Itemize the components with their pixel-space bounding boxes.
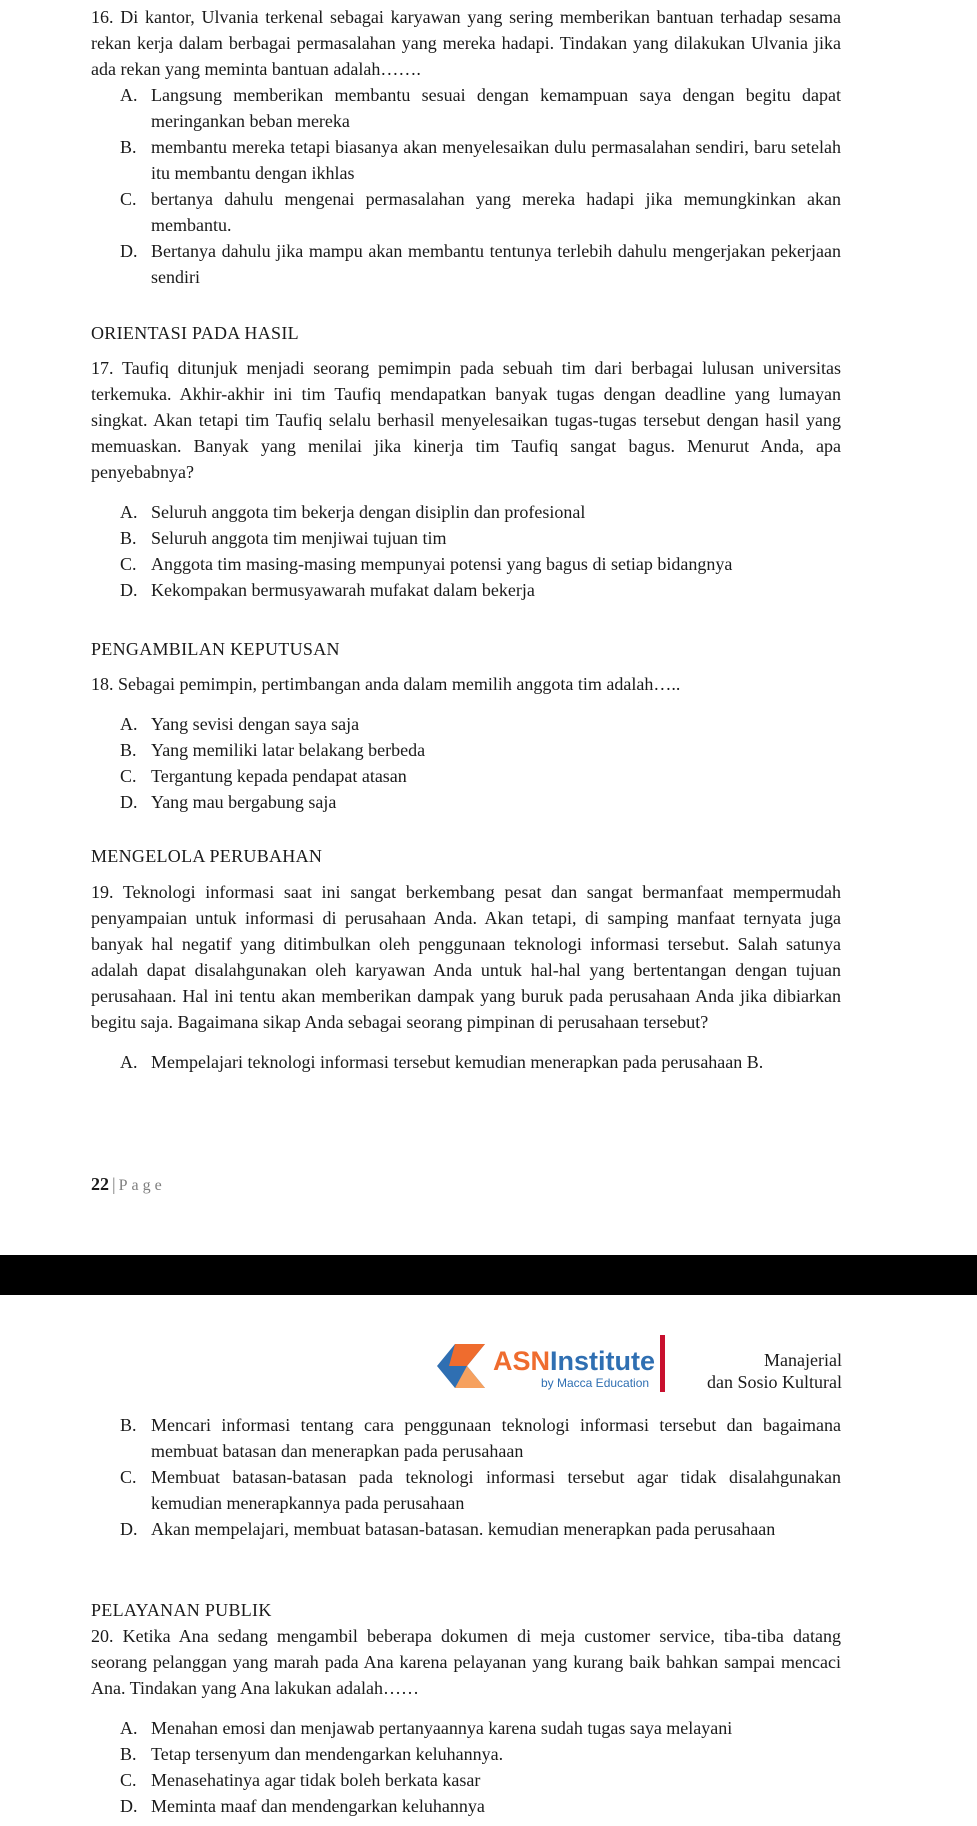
header-title: [707, 1349, 842, 1393]
option-18-d[interactable]: D. Yang mau bergabung saja: [120, 792, 337, 812]
logo-wordmark: ASNInstitute: [493, 1346, 656, 1376]
question-16: [91, 4, 841, 290]
question-19-text: 19. Teknologi informasi saat ini sangat berkembang pesat dan sangat bermanfaat mempermudah penyampaian untuk informasi di perusahaan Anda. Akan tetapi, di samping manfaat ternyata juga banyak hal negatif yang ditimbulkan oleh penggunaan teknologi informasi tersebut. Salah satunya adalah dapat disalahgunakan oleh karyawan Anda untuk hal-hal yang bertentangan dengan tujuan perusahaan. Hal ini tentu akan memberikan dampak yang buruk pada perusahaan Anda jika dibiarkan begitu saja. Bagaimana sikap Anda sebagai seorang pimpinan di perusahaan tersebut?: [91, 882, 841, 1032]
option-16-b[interactable]: B. membantu mereka tetapi biasanya akan menyelesaikan dulu permasalahan sendiri, baru setelah itu membantu dengan ikhlas: [120, 137, 841, 183]
question-20-text: 20. Ketika Ana sedang mengambil beberapa dokumen di meja customer service, tiba-tiba datang seorang pelanggan yang marah pada Ana karena pelayanan yang kurang baik bahkan sampai mencaci Ana. Tindakan yang Ana lakukan adalah……: [91, 1626, 841, 1698]
question-18-options: [91, 711, 841, 815]
header-title-line2: dan Sosio Kultural: [707, 1372, 842, 1392]
question-18-text: 18. Sebagai pemimpin, pertimbangan anda dalam memilih anggota tim adalah…..: [91, 674, 681, 694]
option-19-a[interactable]: A. Mempelajari teknologi informasi tersebut kemudian menerapkan pada perusahaan B.: [120, 1052, 764, 1072]
option-16-c[interactable]: C. bertanya dahulu mengenai permasalahan yang mereka hadapi jika memungkinkan akan membantu.: [120, 189, 841, 235]
question-17-text: 17. Taufiq ditunjuk menjadi seorang pemimpin pada sebuah tim dari berbagai lulusan universitas terkemuka. Akhir-akhir ini tim Taufiq mendapatkan banyak tugas dengan deadline yang lumayan singkat. Akan tetapi tim Taufiq selalu berhasil menyelesaikan tugas-tugas tersebut dengan hasil yang memuaskan. Banyak yang menilai jika kinerja tim Taufiq sangat bagus. Menurut Anda, apa penyebabnya?: [91, 358, 841, 482]
question-19-continued: [91, 1412, 841, 1542]
question-19-options-bottom: [91, 1412, 841, 1542]
option-20-a[interactable]: A. Menahan emosi dan menjawab pertanyaannya karena sudah tugas saya melayani: [120, 1718, 733, 1738]
option-20-c[interactable]: C. Menasehatinya agar tidak boleh berkata kasar: [120, 1770, 481, 1790]
option-16-d[interactable]: D. Bertanya dahulu jika mampu akan membantu tentunya terlebih dahulu mengerjakan pekerjaan sendiri: [120, 241, 841, 287]
option-19-d[interactable]: D. Akan mempelajari, membuat batasan-batasan. kemudian menerapkan pada perusahaan: [120, 1519, 776, 1539]
option-18-b[interactable]: B. Yang memiliki latar belakang berbeda: [120, 740, 426, 760]
asn-institute-logo: [437, 1338, 687, 1398]
logo-tagline: by Macca Education: [541, 1376, 650, 1390]
question-16-text: 16. Di kantor, Ulvania terkenal sebagai karyawan yang sering memberikan bantuan terhadap sesama rekan kerja dalam berbagai permasalahan yang mereka hadapi. Tindakan yang dilakukan Ulvania jika ada rekan yang meminta bantuan adalah…….: [91, 7, 841, 79]
option-18-c[interactable]: C. Tergantung kepada pendapat atasan: [120, 766, 407, 786]
page-break-bar: [0, 1255, 977, 1295]
question-19: [91, 879, 841, 1075]
section-heading-pengambilan: PENGAMBILAN KEPUTUSAN: [91, 639, 340, 659]
logo-icon: [437, 1344, 485, 1388]
option-18-a[interactable]: A. Yang sevisi dengan saya saja: [120, 714, 360, 734]
question-17: [91, 355, 841, 603]
page-number: 22 | Page: [91, 1174, 166, 1194]
option-20-d[interactable]: D. Meminta maaf dan mendengarkan keluhannya: [120, 1796, 485, 1816]
question-20-options: [91, 1715, 841, 1819]
option-19-b[interactable]: B. Mencari informasi tentang cara penggunaan teknologi informasi tersebut dan bagaimana membuat batasan dan menerapkan pada perusahaan: [120, 1415, 841, 1461]
section-heading-orientasi: ORIENTASI PADA HASIL: [91, 323, 299, 343]
option-20-b[interactable]: B. Tetap tersenyum dan mendengarkan keluhannya.: [120, 1744, 504, 1764]
option-17-d[interactable]: D. Kekompakan bermusyawarah mufakat dalam bekerja: [120, 580, 535, 600]
option-17-c[interactable]: C. Anggota tim masing-masing mempunyai potensi yang bagus di setiap bidangnya: [120, 554, 733, 574]
question-16-options: [91, 82, 841, 290]
header-divider: [660, 1335, 665, 1392]
question-20: [91, 1623, 841, 1819]
question-17-options: [91, 499, 841, 603]
option-17-b[interactable]: B. Seluruh anggota tim menjiwai tujuan tim: [120, 528, 447, 548]
question-18: [91, 671, 841, 815]
section-heading-pelayanan: PELAYANAN PUBLIK: [91, 1600, 272, 1620]
option-17-a[interactable]: A. Seluruh anggota tim bekerja dengan disiplin dan profesional: [120, 502, 586, 522]
header-title-line1: Manajerial: [764, 1350, 842, 1370]
section-heading-mengelola: MENGELOLA PERUBAHAN: [91, 846, 323, 866]
option-19-c[interactable]: C. Membuat batasan-batasan pada teknologi informasi tersebut agar tidak disalahgunakan kemudian menerapkannya pada perusahaan: [120, 1467, 841, 1513]
question-19-options-top: [91, 1049, 841, 1075]
option-16-a[interactable]: A. Langsung memberikan membantu sesuai dengan kemampuan saya dengan begitu dapat meringankan beban mereka: [120, 85, 841, 131]
